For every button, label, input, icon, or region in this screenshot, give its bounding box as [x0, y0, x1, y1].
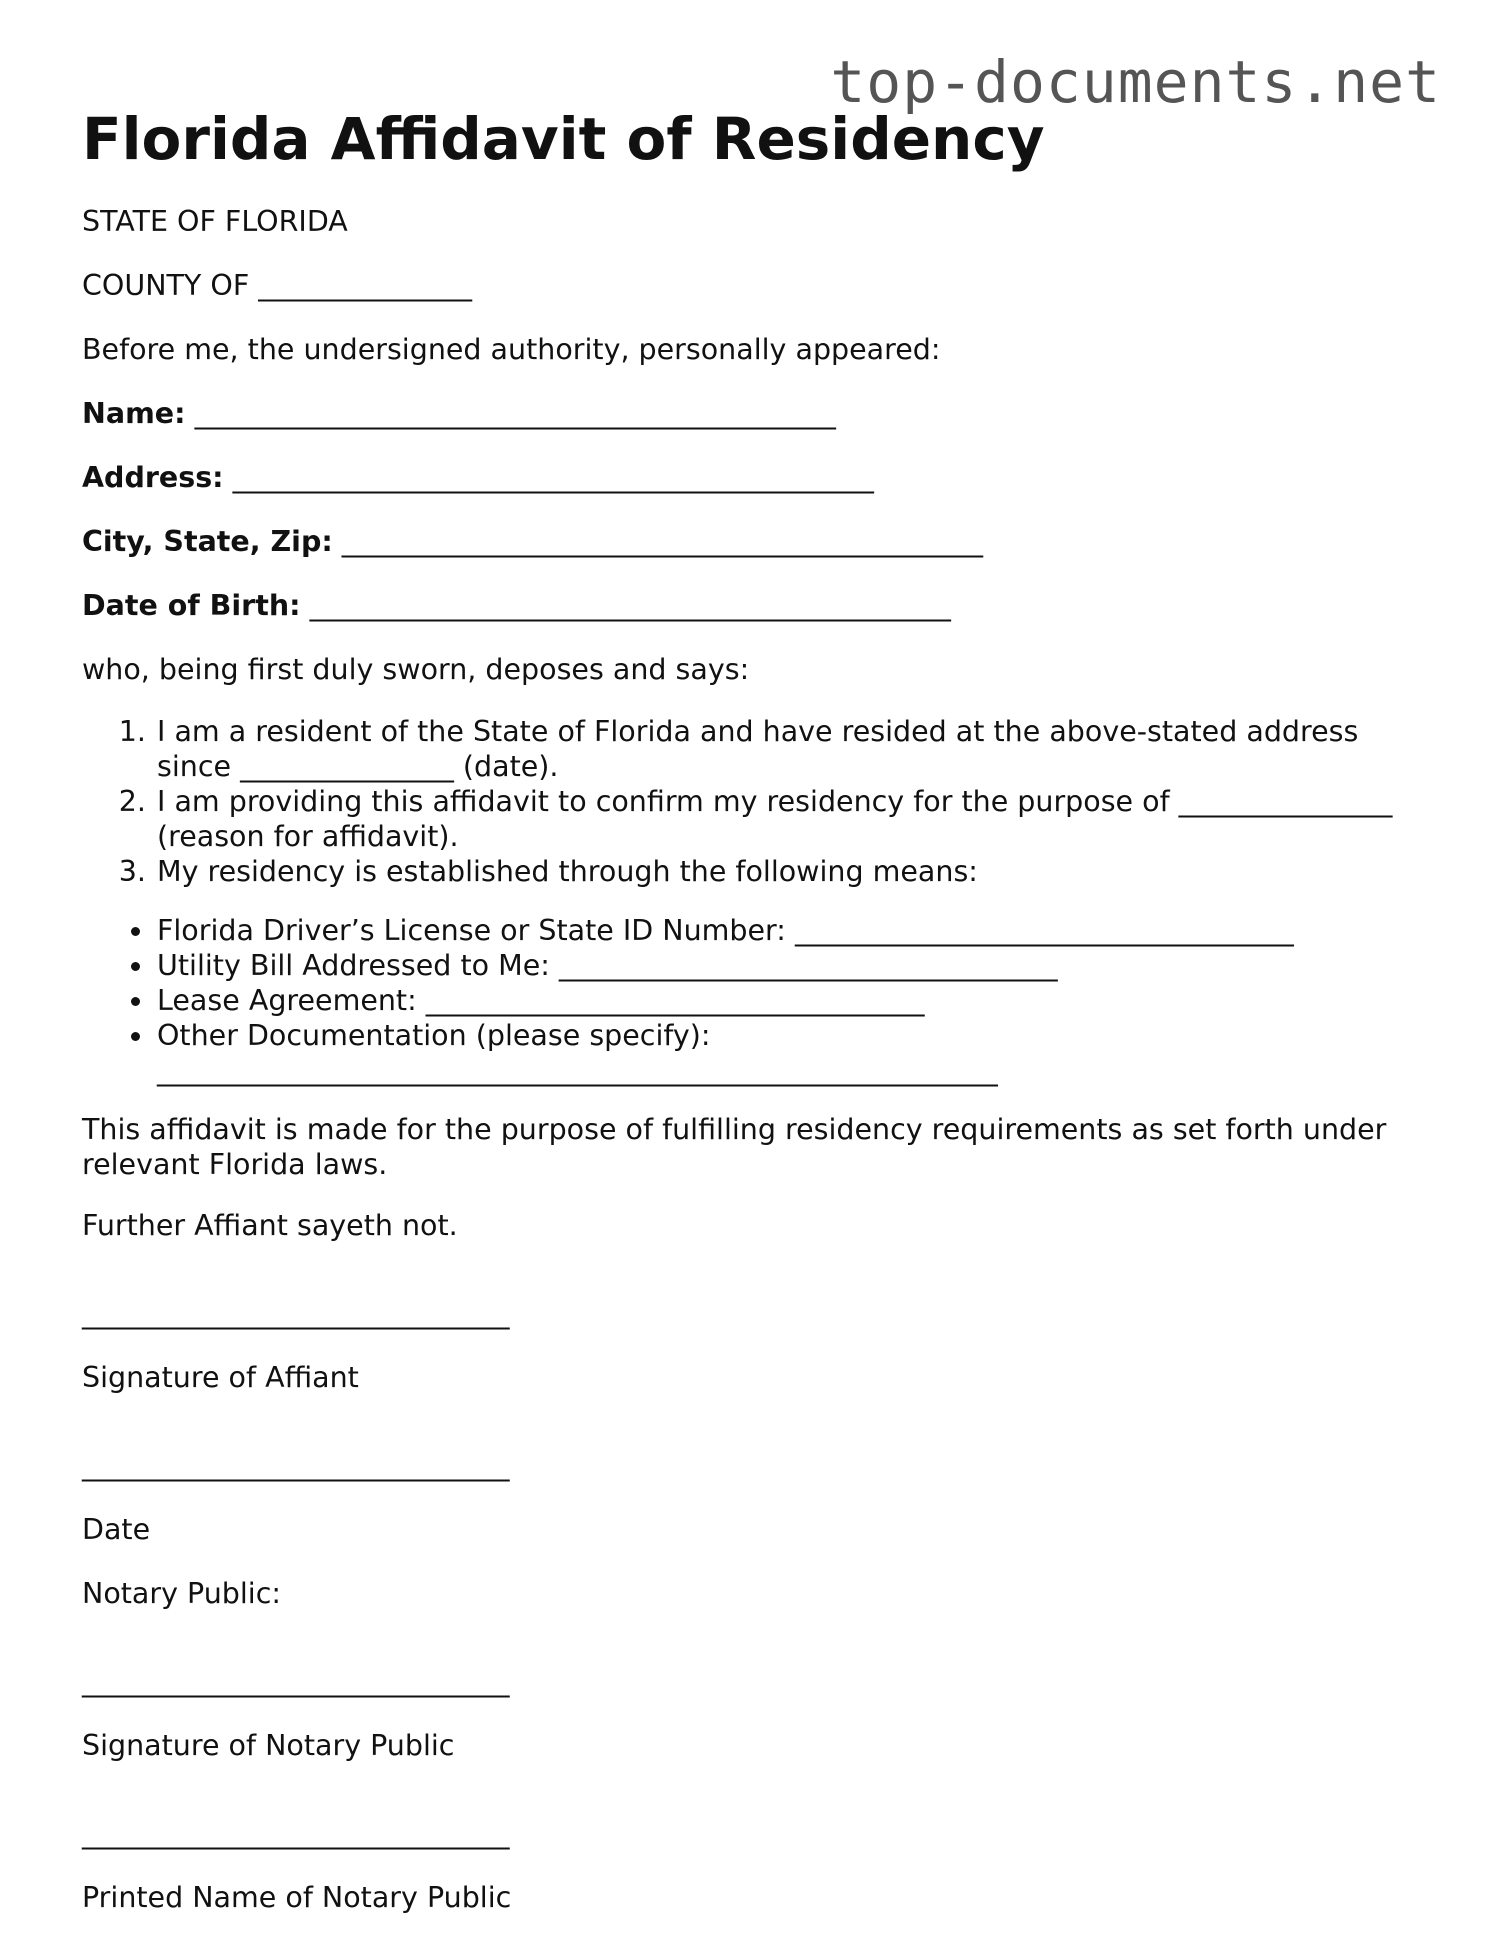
- documents-list: [82, 913, 1422, 1088]
- statement-list: [82, 714, 1422, 889]
- notary-public-heading: Notary Public:: [82, 1577, 281, 1610]
- intro-line: Before me, the undersigned authority, personally appeared:: [82, 333, 941, 366]
- further-line: Further Affiant sayeth not.: [82, 1209, 458, 1242]
- county-line: COUNTY OF _______________: [82, 269, 473, 302]
- field-date-of-birth[interactable]: [82, 586, 1422, 626]
- list-item: • Other Documentation (please specify): ___________________________________________________________: [155, 1018, 1422, 1088]
- signature-line[interactable]: ______________________________: [82, 1297, 510, 1330]
- signature-notary-label: Signature of Notary Public: [82, 1729, 455, 1762]
- purpose-paragraph: This affidavit is made for the purpose of fulfilling residency requirements as set forth under relevant Florida laws.: [82, 1113, 1387, 1181]
- field-blank[interactable]: _____________________________________________: [223, 461, 874, 494]
- field-address[interactable]: [82, 458, 1422, 498]
- document-body: [82, 100, 1422, 1942]
- field-name[interactable]: [82, 394, 1422, 434]
- field-blank[interactable]: _____________________________________________: [185, 397, 836, 430]
- field-label: Address:: [82, 461, 224, 494]
- field-label: Name:: [82, 397, 186, 430]
- field-blank[interactable]: _____________________________________________: [332, 525, 984, 558]
- state-line: STATE OF FLORIDA: [82, 205, 348, 238]
- list-item: 3. My residency is established through the following means:: [155, 854, 1422, 889]
- list-item: • Utility Bill Addressed to Me: ___________________________________: [155, 948, 1422, 983]
- date-line[interactable]: ______________________________: [82, 1449, 510, 1482]
- page-title: Florida Affidavit of Residency: [82, 105, 1045, 173]
- field-city-state-zip[interactable]: [82, 522, 1422, 562]
- signature-affiant-label: Signature of Affiant: [82, 1361, 359, 1394]
- list-item: 2. I am providing this affidavit to confirm my residency for the purpose of _______________ (reason for affidavit).: [155, 784, 1422, 854]
- sworn-line: who, being first duly sworn, deposes and says:: [82, 653, 750, 686]
- notary-printed-name-line[interactable]: ______________________________: [82, 1817, 510, 1850]
- list-item: 1. I am a resident of the State of Florida and have resided at the above-stated address since _______________ (date).: [155, 714, 1422, 784]
- list-item: • Florida Driver’s License or State ID Number: ___________________________________: [155, 913, 1422, 948]
- notary-signature-line[interactable]: ______________________________: [82, 1665, 510, 1698]
- printed-name-notary-label: Printed Name of Notary Public: [82, 1881, 512, 1914]
- date-label: Date: [82, 1513, 151, 1546]
- list-item: • Lease Agreement: ___________________________________: [155, 983, 1422, 1018]
- field-blank[interactable]: _____________________________________________: [300, 589, 951, 622]
- field-label: Date of Birth:: [82, 589, 301, 622]
- watermark-text: top-documents.net: [830, 48, 1441, 116]
- field-label: City, State, Zip:: [82, 525, 333, 558]
